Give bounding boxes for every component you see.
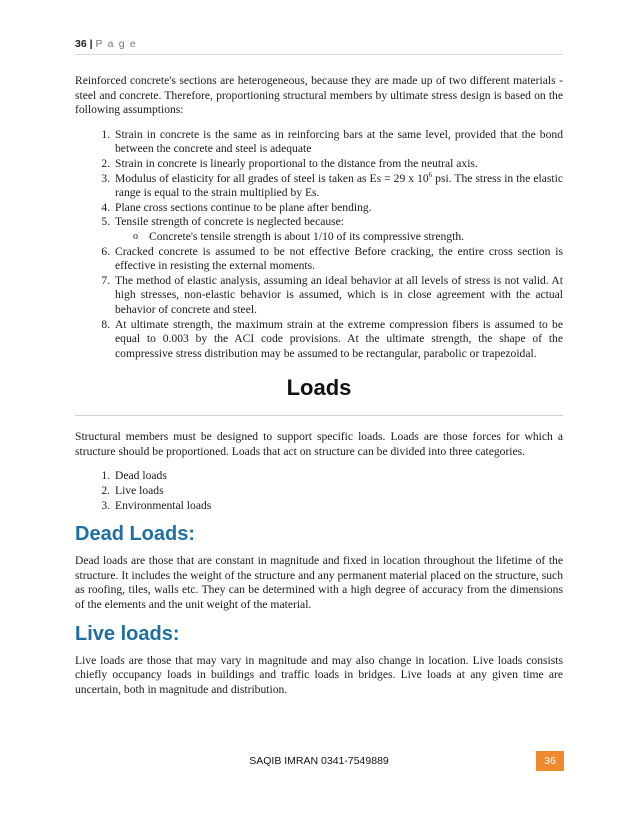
assumption-item: 6. Cracked concrete is assumed to be not effective Before cracking, the entire cross section is effective in resisting the external moments. bbox=[113, 245, 563, 274]
assumption-item: 2. Strain in concrete is linearly proportional to the distance from the neutral axis. bbox=[113, 157, 563, 172]
page-content bbox=[75, 74, 563, 697]
dead-loads-paragraph: Dead loads are those that are constant in magnitude and fixed in location throughout the lifetime of the structure. It includes the weight of the structure and any permanent material placed on the structure, such as roofing, tiles, walls etc. They can be determined with a high degree of accuracy from the dimensions of the elements and the unit weight of the material. bbox=[75, 554, 563, 612]
assumption-item bbox=[113, 172, 563, 201]
loads-heading: Loads bbox=[286, 375, 352, 401]
footer-author: SAQIB IMRAN 0341-7549889 bbox=[249, 755, 389, 767]
assumption-item: 7. The method of elastic analysis, assuming an ideal behavior at all levels of stress is not valid. At high stresses, non-elastic behavior is assumed, which is in close agreement with the actual behavior of concrete and steel. bbox=[113, 274, 563, 318]
category-item: 3. Environmental loads bbox=[113, 499, 563, 514]
sublist-item: o Concrete's tensile strength is about 1/10 of its compressive strength. bbox=[133, 230, 563, 245]
header-page-number: 36 bbox=[75, 38, 87, 50]
live-loads-paragraph: Live loads are those that may vary in magnitude and may also change in location. Live loads consists chiefly occupancy loads in buildings and traffic loads in bridges. Live loads at any given time are uncertain, both in magnitude and distribution. bbox=[75, 653, 563, 696]
header-separator: | bbox=[89, 38, 93, 50]
page-header bbox=[75, 38, 563, 52]
load-categories-list bbox=[75, 469, 563, 513]
loads-intro-paragraph: Structural members must be designed to support specific loads. Loads are those forces for which a structure should be proportioned. Loads that act on structure can be divided into three categories. bbox=[75, 430, 563, 458]
header-page-word: P a g e bbox=[95, 38, 137, 50]
tensile-sublist bbox=[115, 230, 563, 245]
exponent: 6 bbox=[428, 170, 433, 179]
assumption-item bbox=[113, 215, 563, 244]
assumption-item: 4. Plane cross sections continue to be plane after bending. bbox=[113, 201, 563, 216]
header-divider bbox=[75, 54, 563, 55]
section-divider bbox=[75, 415, 563, 416]
live-loads-heading: Live loads: bbox=[75, 622, 180, 645]
assumption-text: Tensile strength of concrete is neglected because: bbox=[115, 215, 345, 229]
intro-paragraph: Reinforced concrete's sections are heterogeneous, because they are made up of two different materials - steel and concrete. Therefore, proportioning structural members by ultimate stress design is based on the following assumptions: bbox=[75, 74, 563, 117]
assumption-item: 1. Strain in concrete is the same as in reinforcing bars at the same level, provided that the bond between the concrete and steel is adequate bbox=[113, 128, 563, 157]
assumption-item: 8. At ultimate strength, the maximum strain at the extreme compression fibers is assumed to be equal to 0.003 by the ACI code provisions. At the ultimate strength, the shape of the compressive stress distribution may be assumed to be rectangular, parabolic or trapezoidal. bbox=[113, 318, 563, 362]
assumption-text: psi. The stress in the elastic range is equal to the strain multiplied by Es. bbox=[115, 171, 563, 200]
assumption-text: Modulus of elasticity for all grades of steel is taken as Es = 29 x 10 bbox=[115, 171, 429, 185]
category-item: 1. Dead loads bbox=[113, 469, 563, 484]
footer-page-number: 36 bbox=[536, 751, 564, 771]
assumptions-list bbox=[75, 128, 563, 362]
category-item: 2. Live loads bbox=[113, 484, 563, 499]
dead-loads-heading: Dead Loads: bbox=[75, 523, 196, 546]
page-footer bbox=[0, 751, 638, 773]
